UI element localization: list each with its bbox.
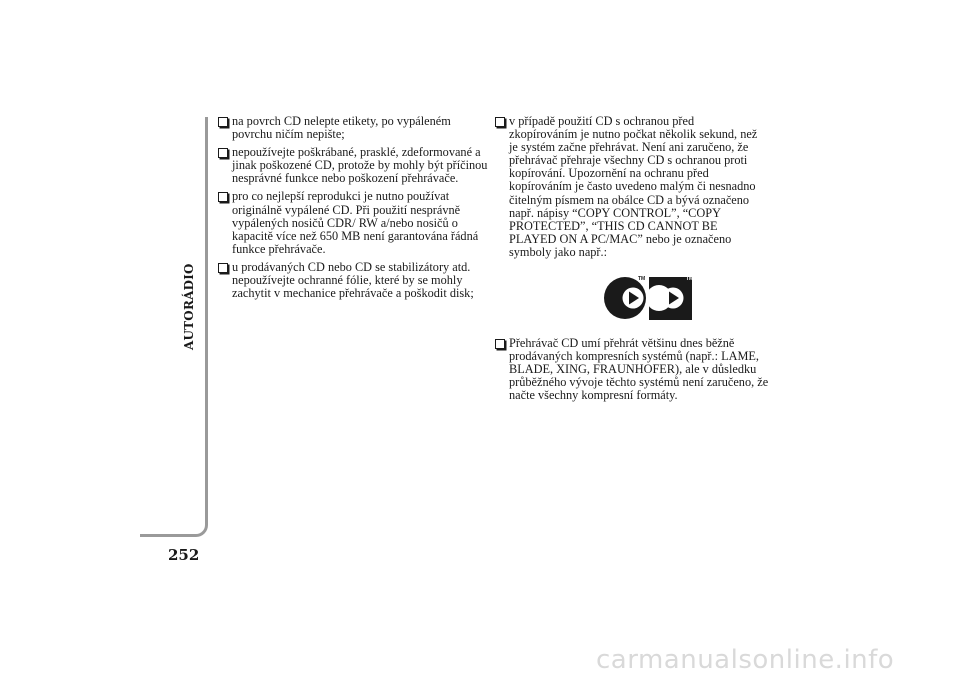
trademark-mark: TM <box>686 276 694 283</box>
bullet-item <box>218 261 498 300</box>
left-column <box>218 115 498 305</box>
text-line: načte všechny kompresní formáty. <box>509 388 678 403</box>
text-line: kopírováním je často uvedeno malým či nesnadno <box>509 179 756 194</box>
text-line: čitelným písmem na obálce CD a bývá označeno <box>509 192 750 207</box>
checkbox-bullet-icon <box>218 192 228 202</box>
checkbox-bullet-icon <box>218 117 228 127</box>
text-line: na povrch CD nelepte etikety, po vypáleném <box>232 114 451 128</box>
text-line: PLAYED ON A PC/MAC” nebo je označeno <box>509 231 732 246</box>
bullet-item <box>218 146 498 185</box>
copy-protection-logos <box>601 273 697 321</box>
copy-control-circle-icon <box>604 277 646 319</box>
checkbox-bullet-icon <box>495 117 505 127</box>
checkbox-bullet-icon <box>495 339 505 349</box>
text-line: průběžného vývoje těchto systémů není zaručeno, že <box>509 375 769 390</box>
text-line: kopírování. Upozornění na ochranu před <box>509 166 709 181</box>
copy-protection-logos-graphic <box>601 273 697 321</box>
trademark-mark: TM <box>638 276 646 283</box>
bullet-item <box>495 115 785 259</box>
text-line: funkce přehrávače. <box>232 241 326 256</box>
text-line: pro co nejlepší reprodukci je nutno používat <box>232 189 450 204</box>
text-line: kapacitě více než 650 MB není garantována řádná <box>232 228 479 243</box>
section-label: AUTORÁDIO <box>182 263 196 350</box>
text-line: jinak poškozené CD, protože by mohly být příčinou <box>232 158 488 173</box>
text-line: zkopírováním je nutno počkat několik sekund, než <box>509 127 758 142</box>
bullet-item <box>218 115 498 141</box>
bullet-item <box>495 337 785 402</box>
text-line: symboly jako např.: <box>509 244 608 259</box>
text-line: je systém začne přehrávat. Není ani zaručeno, že <box>509 140 749 155</box>
text-line: přehrávač přehraje všechny CD s ochranou proti <box>509 153 748 168</box>
text-line: PROTECTED”, “THIS CD CANNOT BE <box>509 218 718 233</box>
text-line: vypálených nosičů CDR/ RW a/nebo nosičů o <box>232 215 458 230</box>
text-line: v případě použití CD s ochranou před <box>509 114 695 128</box>
text-line: prodávaných kompresních systémů (např.: LAME, <box>509 349 759 364</box>
watermark: carmanualsonline.info <box>596 645 895 675</box>
text-line: zachytit v mechanice přehrávače a poškodit disk; <box>232 286 474 301</box>
right-column <box>495 115 785 408</box>
text-line: nesprávné funkce nebo poškození přehrávače. <box>232 171 459 186</box>
checkbox-bullet-icon <box>218 148 228 158</box>
text-line: např. nápisy “COPY CONTROL”, “COPY <box>509 205 721 220</box>
text-line: nepoužívejte ochranné fólie, které by se mohly <box>232 273 463 288</box>
text-line: u prodávaných CD nebo CD se stabilizátory atd. <box>232 259 471 274</box>
bullet-item <box>218 190 498 255</box>
text-line: nepoužívejte poškrábané, prasklé, zdeformované a <box>232 145 481 160</box>
page-number: 252 <box>168 546 200 564</box>
text-line: Přehrávač CD umí přehrát většinu dnes běžně <box>509 336 735 351</box>
copy-control-square-icon <box>646 277 692 320</box>
text-line: povrchu ničím nepište; <box>232 127 345 142</box>
text-line: BLADE, XING, FRAUNHOFER), ale v důsledku <box>509 362 757 377</box>
text-line: originálně vypálené CD. Při použití nesprávně <box>232 202 461 217</box>
checkbox-bullet-icon <box>218 263 228 273</box>
